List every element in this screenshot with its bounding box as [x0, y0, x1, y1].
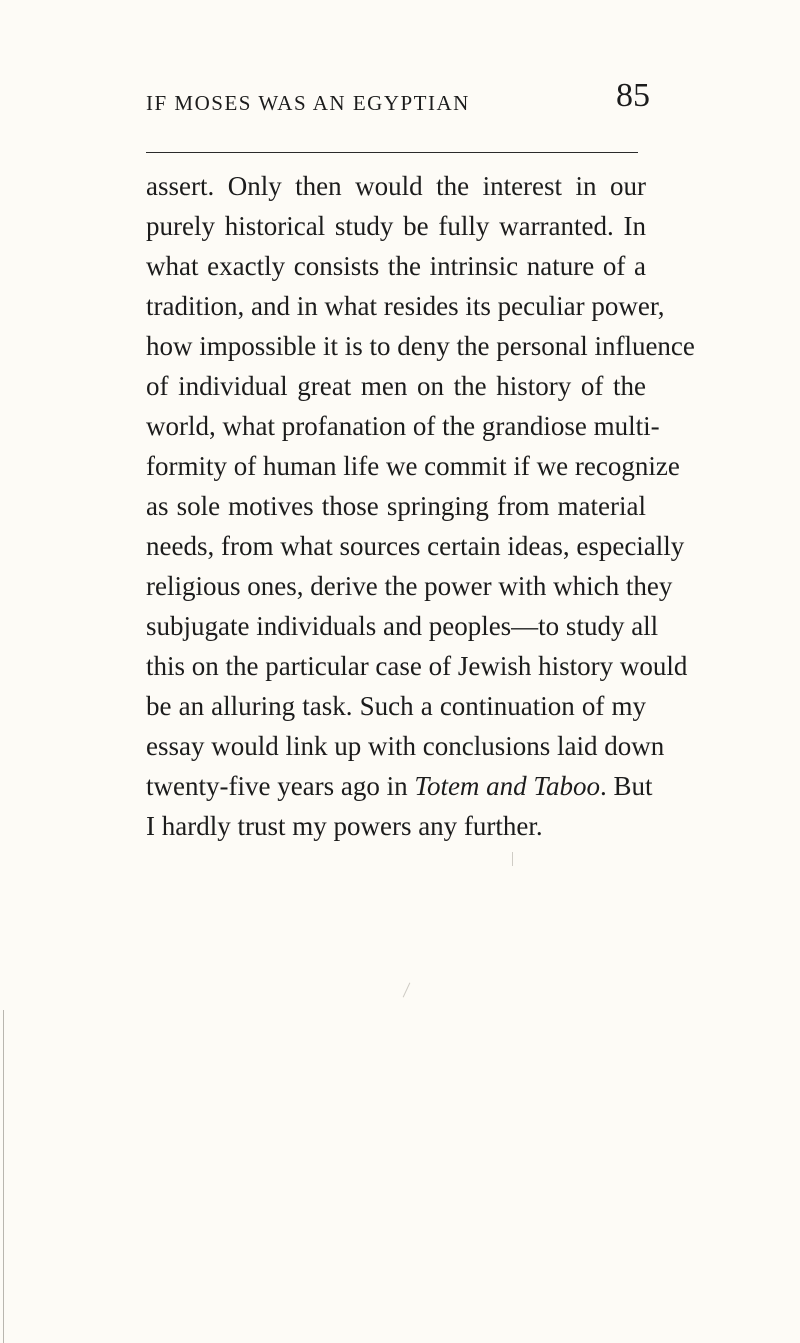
- text-line: assert. Only then would the interest in our: [146, 171, 646, 201]
- header-rule: [146, 152, 638, 153]
- book-title: Totem and Taboo: [414, 771, 600, 801]
- text-line: be an alluring task. Such a continuation of my: [146, 691, 646, 721]
- paper-speck: [403, 983, 411, 998]
- text-line: religious ones, derive the power with which they: [146, 571, 673, 601]
- text-line: subjugate individuals and peoples—to study all: [146, 611, 659, 641]
- text-line: formity of human life we commit if we recognize: [146, 451, 680, 481]
- text-line: as sole motives those springing from material: [146, 491, 646, 521]
- text-line-last: I hardly trust my powers any further.: [146, 811, 543, 841]
- text-line: of individual great men on the history of the: [146, 371, 646, 401]
- text-segment: twenty-five years ago in: [146, 771, 415, 801]
- paper-speck: [512, 852, 513, 866]
- text-line: tradition, and in what resides its peculiar power,: [146, 291, 665, 321]
- text-line: this on the particular case of Jewish history would: [146, 651, 688, 681]
- page-edge-shadow: [3, 1010, 4, 1343]
- text-line: what exactly consists the intrinsic nature of a: [146, 251, 646, 281]
- text-line: essay would link up with conclusions laid down: [146, 731, 665, 761]
- text-line: needs, from what sources certain ideas, especially: [146, 531, 685, 561]
- text-segment: . But: [599, 771, 653, 801]
- text-line-with-title: [146, 766, 653, 806]
- text-line: how impossible it is to deny the personal influence: [146, 331, 695, 361]
- body-paragraph: [146, 166, 695, 846]
- text-line: world, what profanation of the grandiose multi-: [146, 411, 660, 441]
- text-line: purely historical study be fully warranted. In: [146, 211, 646, 241]
- running-head: IF MOSES WAS AN EGYPTIAN: [146, 91, 470, 115]
- page-number: 85: [616, 77, 650, 114]
